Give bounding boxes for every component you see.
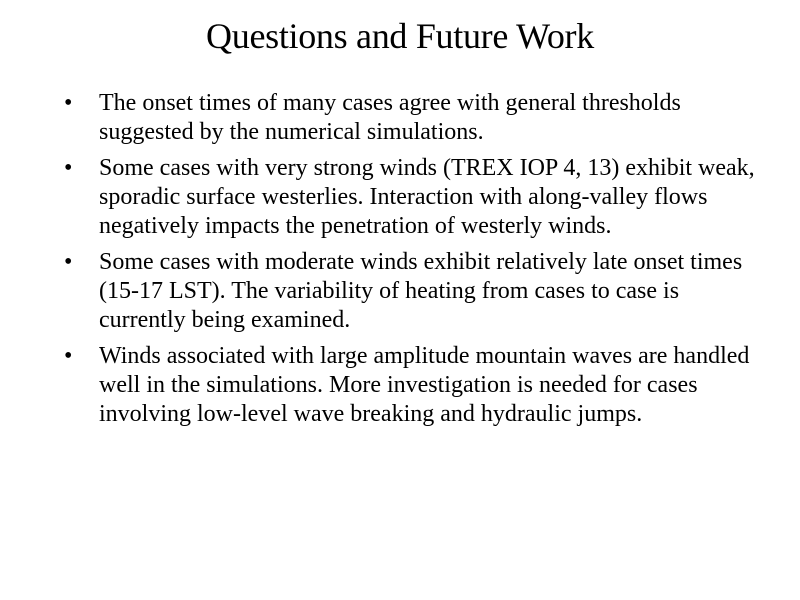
bullet-icon: •: [64, 343, 73, 369]
bullet-icon: •: [64, 249, 73, 275]
bullet-text: Some cases with moderate winds exhibit relatively late onset times (15-17 LST). The variability of heating from cases to case is currently being examined.: [99, 249, 743, 333]
bullet-item-onset-times: [64, 89, 764, 147]
bullet-item-strong-winds: [64, 154, 764, 241]
bullet-item-moderate-winds: [64, 248, 764, 335]
bullet-text: Some cases with very strong winds (TREX IOP 4, 13) exhibit weak, sporadic surface westerlies. Interaction with along-valley flows negatively impacts the penetration of westerly winds.: [99, 155, 755, 239]
bullet-icon: •: [64, 155, 73, 181]
bullet-icon: •: [64, 90, 73, 116]
bullet-text: The onset times of many cases agree with general thresholds suggested by the numerical simulations.: [99, 90, 681, 145]
bullet-list: [64, 89, 764, 436]
bullet-text: Winds associated with large amplitude mountain waves are handled well in the simulations. More investigation is needed for cases involving low-level wave breaking and hydraulic jumps.: [99, 343, 750, 427]
slide-title: Questions and Future Work: [206, 16, 594, 56]
bullet-item-mountain-waves: [64, 342, 764, 429]
